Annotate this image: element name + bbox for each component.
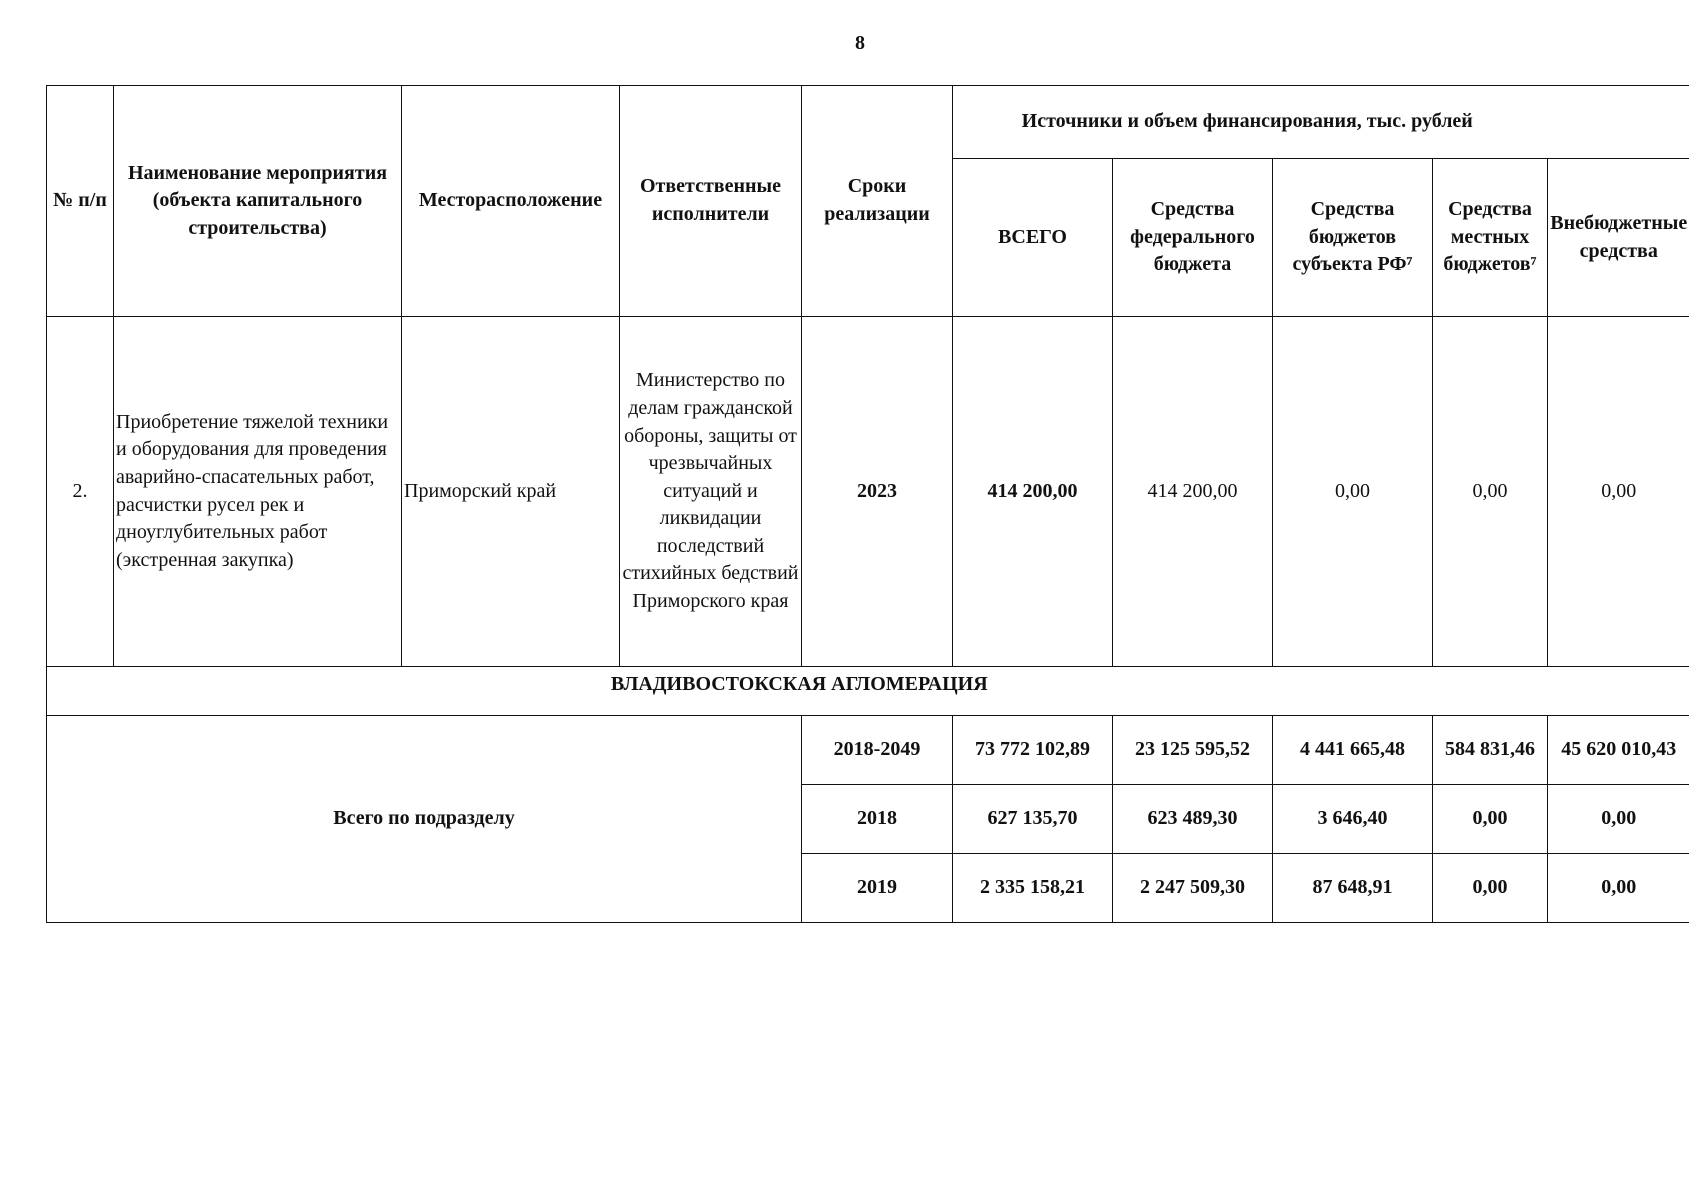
totals-local: 0,00 [1433,785,1548,854]
region-row [47,667,1689,716]
header-num: № п/п [47,86,114,317]
totals-total: 2 335 158,21 [953,854,1113,923]
totals-total: 627 135,70 [953,785,1113,854]
row-terms: 2023 [802,317,953,667]
page-number: 8 [855,32,865,54]
totals-label: Всего по подразделу [47,716,802,923]
totals-total: 73 772 102,89 [953,716,1113,785]
financing-table [46,85,1689,923]
header-total: ВСЕГО [953,159,1113,317]
row-federal: 414 200,00 [1113,317,1273,667]
row-responsible: Министерство по делам гражданской обороны, защиты от чрезвычайных ситуаций и ликвидации последствий стихийных бедствий Приморского края [620,317,802,667]
totals-local: 584 831,46 [1433,716,1548,785]
header-subject: Средства бюджетов субъекта РФ⁷ [1273,159,1433,317]
totals-subject: 87 648,91 [1273,854,1433,923]
table-row [47,317,1689,667]
totals-federal: 2 247 509,30 [1113,854,1273,923]
totals-extrabudget: 0,00 [1548,854,1689,923]
row-subject: 0,00 [1273,317,1433,667]
totals-period: 2019 [802,854,953,923]
totals-federal: 23 125 595,52 [1113,716,1273,785]
totals-period: 2018 [802,785,953,854]
header-responsible: Ответственные исполнители [620,86,802,317]
totals-subject: 4 441 665,48 [1273,716,1433,785]
row-name: Приобретение тяжелой техники и оборудования для проведения аварийно-спасательных работ, расчистки русел рек и дноуглубительных работ (экстренная закупка) [114,317,402,667]
totals-subject: 3 646,40 [1273,785,1433,854]
header-terms: Сроки реализации [802,86,953,317]
row-num: 2. [47,317,114,667]
row-location: Приморский край [402,317,620,667]
totals-federal: 623 489,30 [1113,785,1273,854]
totals-extrabudget: 0,00 [1548,785,1689,854]
header-name: Наименование мероприятия (объекта капитального строительства) [114,86,402,317]
region-title: ВЛАДИВОСТОКСКАЯ АГЛОМЕРАЦИЯ [47,667,1689,716]
totals-period: 2018-2049 [802,716,953,785]
row-extrabudget: 0,00 [1548,317,1689,667]
header-federal: Средства федерального бюджета [1113,159,1273,317]
header-funding-group: Источники и объем финансирования, тыс. рублей [953,86,1689,159]
header-location: Месторасположение [402,86,620,317]
totals-local: 0,00 [1433,854,1548,923]
totals-row [47,716,1689,785]
header-row-top [47,86,1689,159]
totals-extrabudget: 45 620 010,43 [1548,716,1689,785]
header-local: Средства местных бюджетов⁷ [1433,159,1548,317]
header-extrabudget: Внебюджетные средства [1548,159,1689,317]
row-local: 0,00 [1433,317,1548,667]
row-total: 414 200,00 [953,317,1113,667]
